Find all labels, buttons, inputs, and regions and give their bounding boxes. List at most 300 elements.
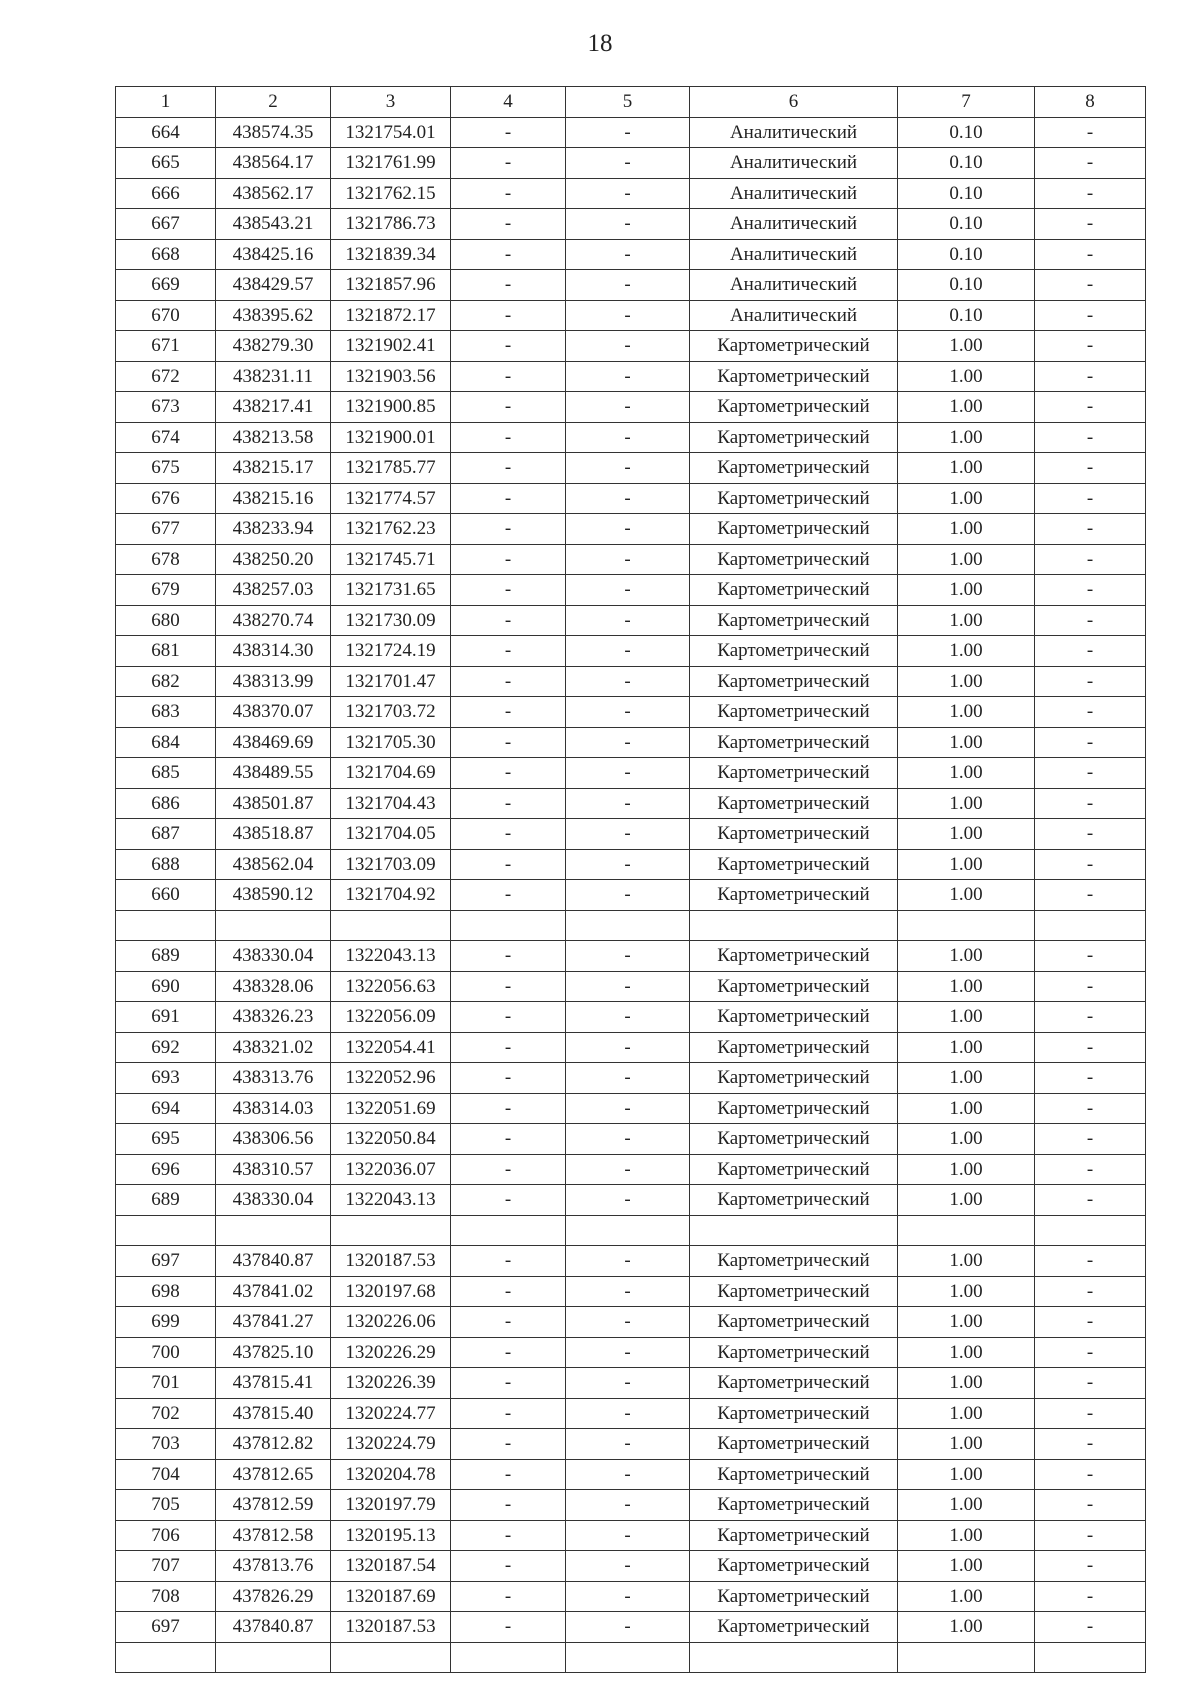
table-cell: -	[451, 1368, 566, 1399]
table-cell: -	[451, 1398, 566, 1429]
table-cell: Картометрический	[690, 1337, 898, 1368]
table-cell: -	[451, 1276, 566, 1307]
table-cell: -	[451, 849, 566, 880]
table-cell: Картометрический	[690, 1276, 898, 1307]
table-cell: -	[1035, 422, 1146, 453]
table-cell: -	[566, 1490, 690, 1521]
table-cell: -	[1035, 453, 1146, 484]
table-cell: 701	[116, 1368, 216, 1399]
table-row	[116, 1093, 1146, 1124]
table-cell: 1.00	[898, 1581, 1035, 1612]
table-cell: Картометрический	[690, 1612, 898, 1643]
table-row	[116, 544, 1146, 575]
table-cell: 438313.76	[216, 1063, 331, 1094]
table-cell: 438564.17	[216, 148, 331, 179]
table-cell: -	[451, 453, 566, 484]
table-cell: 1321903.56	[331, 361, 451, 392]
table-cell: -	[566, 331, 690, 362]
table-cell: -	[451, 1032, 566, 1063]
table-cell: -	[566, 1093, 690, 1124]
table-cell: 1320187.69	[331, 1581, 451, 1612]
table-cell: 438328.06	[216, 971, 331, 1002]
table-cell: -	[451, 941, 566, 972]
table-cell: 1321762.15	[331, 178, 451, 209]
table-cell: -	[566, 1368, 690, 1399]
table-cell: 437813.76	[216, 1551, 331, 1582]
table-cell: 682	[116, 666, 216, 697]
table-cell: -	[1035, 361, 1146, 392]
table-cell: Аналитический	[690, 148, 898, 179]
table-cell: 671	[116, 331, 216, 362]
table-cell: 1.00	[898, 1185, 1035, 1216]
table-cell: -	[566, 1276, 690, 1307]
table-cell: 437841.02	[216, 1276, 331, 1307]
table-cell: 438314.03	[216, 1093, 331, 1124]
table-cell: 1321704.92	[331, 880, 451, 911]
coordinates-table	[115, 86, 1146, 1673]
table-row	[116, 880, 1146, 911]
table-cell: -	[451, 1337, 566, 1368]
table-cell: Картометрический	[690, 514, 898, 545]
table-cell: 438395.62	[216, 300, 331, 331]
table-row	[116, 148, 1146, 179]
table-cell: 1321762.23	[331, 514, 451, 545]
table-cell: 665	[116, 148, 216, 179]
table-cell	[451, 1215, 566, 1246]
table-cell: -	[451, 880, 566, 911]
table-cell: -	[566, 117, 690, 148]
table-cell: 694	[116, 1093, 216, 1124]
table-cell: -	[1035, 239, 1146, 270]
table-cell: Картометрический	[690, 727, 898, 758]
table-row	[116, 483, 1146, 514]
table-row	[116, 758, 1146, 789]
table-cell: 1.00	[898, 1612, 1035, 1643]
table-row	[116, 1246, 1146, 1277]
table-cell: 438321.02	[216, 1032, 331, 1063]
table-cell: -	[451, 758, 566, 789]
table-cell: 0.10	[898, 300, 1035, 331]
table-cell: 1321704.43	[331, 788, 451, 819]
table-cell: 674	[116, 422, 216, 453]
table-cell: Картометрический	[690, 1185, 898, 1216]
table-cell: -	[451, 1551, 566, 1582]
table-cell: 1322054.41	[331, 1032, 451, 1063]
table-cell: -	[1035, 697, 1146, 728]
table-cell: -	[566, 788, 690, 819]
table-cell: -	[1035, 819, 1146, 850]
table-row	[116, 1368, 1146, 1399]
table-cell: Картометрический	[690, 1002, 898, 1033]
table-row	[116, 361, 1146, 392]
table-cell: 1321704.69	[331, 758, 451, 789]
table-cell: 438213.58	[216, 422, 331, 453]
table-cell: -	[1035, 1520, 1146, 1551]
table-row	[116, 514, 1146, 545]
table-cell	[898, 1215, 1035, 1246]
table-cell	[216, 910, 331, 941]
column-header: 4	[451, 87, 566, 118]
table-cell: 1.00	[898, 1246, 1035, 1277]
table-cell: 673	[116, 392, 216, 423]
table-row	[116, 1032, 1146, 1063]
table-cell: -	[451, 1429, 566, 1460]
table-cell: -	[1035, 300, 1146, 331]
table-cell: 438217.41	[216, 392, 331, 423]
table-cell: 1.00	[898, 1459, 1035, 1490]
table-cell: Картометрический	[690, 453, 898, 484]
table-cell: Картометрический	[690, 1520, 898, 1551]
table-cell: 0.10	[898, 209, 1035, 240]
table-cell: -	[1035, 1185, 1146, 1216]
table-cell: Аналитический	[690, 117, 898, 148]
table-cell: 1322043.13	[331, 941, 451, 972]
table-cell: 438279.30	[216, 331, 331, 362]
table-row	[116, 209, 1146, 240]
table-cell: -	[566, 575, 690, 606]
table-cell: 1.00	[898, 1032, 1035, 1063]
table-row	[116, 605, 1146, 636]
table-cell	[898, 910, 1035, 941]
table-cell	[451, 1642, 566, 1673]
table-cell: 1.00	[898, 544, 1035, 575]
table-cell: 438489.55	[216, 758, 331, 789]
table-cell	[216, 1215, 331, 1246]
table-cell: 438370.07	[216, 697, 331, 728]
table-cell: -	[451, 605, 566, 636]
table-cell: 697	[116, 1612, 216, 1643]
table-cell: 1320187.53	[331, 1612, 451, 1643]
table-cell: 681	[116, 636, 216, 667]
table-cell: 438233.94	[216, 514, 331, 545]
table-cell: 1321703.72	[331, 697, 451, 728]
table-row	[116, 239, 1146, 270]
table-cell: Картометрический	[690, 1368, 898, 1399]
table-row	[116, 1307, 1146, 1338]
table-row	[116, 331, 1146, 362]
table-cell: 1321902.41	[331, 331, 451, 362]
table-cell: 1.00	[898, 361, 1035, 392]
table-cell: 679	[116, 575, 216, 606]
table-cell: -	[566, 453, 690, 484]
table-cell: -	[451, 209, 566, 240]
table-cell: -	[1035, 971, 1146, 1002]
table-cell: 438562.17	[216, 178, 331, 209]
table-cell: Картометрический	[690, 361, 898, 392]
table-cell: -	[566, 1459, 690, 1490]
table-cell: 704	[116, 1459, 216, 1490]
table-cell: 438469.69	[216, 727, 331, 758]
table-row	[116, 1581, 1146, 1612]
table-cell: -	[566, 1520, 690, 1551]
table-cell: -	[1035, 849, 1146, 880]
table-row	[116, 117, 1146, 148]
table-cell: 1321774.57	[331, 483, 451, 514]
table-cell: 698	[116, 1276, 216, 1307]
table-cell: -	[1035, 270, 1146, 301]
table-cell: -	[451, 1002, 566, 1033]
table-cell	[451, 910, 566, 941]
table-cell: -	[566, 849, 690, 880]
table-cell: 1.00	[898, 941, 1035, 972]
table-cell: -	[1035, 666, 1146, 697]
table-cell: -	[1035, 1154, 1146, 1185]
table-row	[116, 910, 1146, 941]
table-cell	[566, 1642, 690, 1673]
table-row	[116, 1551, 1146, 1582]
table-cell: -	[451, 1490, 566, 1521]
table-cell: 700	[116, 1337, 216, 1368]
table-row	[116, 1002, 1146, 1033]
table-cell: 1.00	[898, 392, 1035, 423]
table-cell: 1321839.34	[331, 239, 451, 270]
header-row	[116, 87, 1146, 118]
table-cell: -	[566, 1307, 690, 1338]
table-cell: 683	[116, 697, 216, 728]
table-cell: -	[1035, 1032, 1146, 1063]
table-cell: -	[566, 727, 690, 758]
table-cell: 1321730.09	[331, 605, 451, 636]
table-cell: -	[1035, 544, 1146, 575]
table-cell: 438429.57	[216, 270, 331, 301]
table-cell: -	[1035, 1368, 1146, 1399]
table-cell: 1322036.07	[331, 1154, 451, 1185]
table-cell: -	[566, 544, 690, 575]
table-cell: 1322052.96	[331, 1063, 451, 1094]
table-cell: 1.00	[898, 1063, 1035, 1094]
table-row	[116, 1154, 1146, 1185]
table-cell: -	[451, 1093, 566, 1124]
table-cell: -	[566, 605, 690, 636]
table-cell: -	[1035, 1612, 1146, 1643]
table-cell: -	[1035, 1581, 1146, 1612]
table-cell: -	[566, 1185, 690, 1216]
table-cell: 438574.35	[216, 117, 331, 148]
table-cell: Аналитический	[690, 239, 898, 270]
table-cell: 680	[116, 605, 216, 636]
table-cell: 667	[116, 209, 216, 240]
table-row	[116, 1185, 1146, 1216]
table-cell: 1.00	[898, 971, 1035, 1002]
table-cell: -	[566, 1246, 690, 1277]
table-cell: -	[1035, 1124, 1146, 1155]
table-cell: 1.00	[898, 1429, 1035, 1460]
table-cell: 1322056.09	[331, 1002, 451, 1033]
table-cell: 1.00	[898, 1307, 1035, 1338]
table-cell: -	[566, 758, 690, 789]
table-cell: Картометрический	[690, 1063, 898, 1094]
table-cell: 703	[116, 1429, 216, 1460]
table-cell: 1.00	[898, 849, 1035, 880]
column-header: 6	[690, 87, 898, 118]
table-cell	[331, 910, 451, 941]
table-cell: 1.00	[898, 788, 1035, 819]
table-row	[116, 1490, 1146, 1521]
table-cell: -	[566, 270, 690, 301]
table-cell	[216, 1642, 331, 1673]
table-cell: 0.10	[898, 270, 1035, 301]
table-cell: 677	[116, 514, 216, 545]
table-cell: -	[566, 1429, 690, 1460]
table-cell: 1.00	[898, 636, 1035, 667]
table-cell: Картометрический	[690, 758, 898, 789]
column-header: 7	[898, 87, 1035, 118]
table-row	[116, 697, 1146, 728]
table-cell: Картометрический	[690, 422, 898, 453]
table-cell: 438501.87	[216, 788, 331, 819]
table-cell: 1.00	[898, 1124, 1035, 1155]
table-cell: 438590.12	[216, 880, 331, 911]
table-cell: -	[451, 483, 566, 514]
table-cell: -	[1035, 941, 1146, 972]
table-row	[116, 819, 1146, 850]
table-cell	[331, 1215, 451, 1246]
table-cell: 1320226.39	[331, 1368, 451, 1399]
table-cell: 438425.16	[216, 239, 331, 270]
table-cell: Картометрический	[690, 1581, 898, 1612]
table-cell: Картометрический	[690, 1551, 898, 1582]
table-cell: Картометрический	[690, 483, 898, 514]
table-cell: Картометрический	[690, 941, 898, 972]
column-header: 2	[216, 87, 331, 118]
table-cell: 1.00	[898, 880, 1035, 911]
table-cell: 686	[116, 788, 216, 819]
table-cell: 670	[116, 300, 216, 331]
table-cell: -	[566, 1551, 690, 1582]
column-header: 8	[1035, 87, 1146, 118]
table-cell: -	[451, 422, 566, 453]
table-cell: 708	[116, 1581, 216, 1612]
table-cell: 438215.17	[216, 453, 331, 484]
table-cell: 1.00	[898, 1551, 1035, 1582]
table-cell: 1321900.85	[331, 392, 451, 423]
table-cell: 438250.20	[216, 544, 331, 575]
table-cell: 1.00	[898, 666, 1035, 697]
table-row	[116, 1459, 1146, 1490]
table-cell: 1321724.19	[331, 636, 451, 667]
table-cell: 438562.04	[216, 849, 331, 880]
table-cell: -	[451, 1124, 566, 1155]
table-cell: 438313.99	[216, 666, 331, 697]
table-cell: -	[451, 1246, 566, 1277]
table-cell: -	[566, 483, 690, 514]
table-cell: -	[566, 178, 690, 209]
table-cell: Картометрический	[690, 971, 898, 1002]
table-row	[116, 849, 1146, 880]
table-cell: 1321705.30	[331, 727, 451, 758]
table-cell: -	[1035, 605, 1146, 636]
table-cell: -	[1035, 758, 1146, 789]
table-cell: 438215.16	[216, 483, 331, 514]
table-cell	[690, 910, 898, 941]
table-cell: Картометрический	[690, 1093, 898, 1124]
table-cell: 693	[116, 1063, 216, 1094]
table-cell: 1320226.06	[331, 1307, 451, 1338]
table-cell: Картометрический	[690, 1124, 898, 1155]
table-row	[116, 636, 1146, 667]
table-cell: -	[566, 1337, 690, 1368]
table-cell: 688	[116, 849, 216, 880]
table-cell: -	[451, 1154, 566, 1185]
table-cell	[1035, 1642, 1146, 1673]
table-cell: -	[451, 544, 566, 575]
table-row	[116, 392, 1146, 423]
table-cell: -	[566, 971, 690, 1002]
table-cell: -	[566, 1124, 690, 1155]
column-header: 1	[116, 87, 216, 118]
table-cell: 0.10	[898, 148, 1035, 179]
table-row	[116, 178, 1146, 209]
table-cell: Аналитический	[690, 178, 898, 209]
table-cell: -	[566, 1002, 690, 1033]
table-cell: -	[451, 270, 566, 301]
table-cell: -	[1035, 1063, 1146, 1094]
table-cell: -	[566, 1581, 690, 1612]
table-cell: -	[451, 575, 566, 606]
table-row	[116, 1337, 1146, 1368]
table-cell: -	[1035, 483, 1146, 514]
table-cell: -	[451, 1520, 566, 1551]
table-cell: 1.00	[898, 575, 1035, 606]
table-cell: 1321761.99	[331, 148, 451, 179]
table-cell: Картометрический	[690, 331, 898, 362]
table-cell: -	[451, 392, 566, 423]
table-cell: 1320204.78	[331, 1459, 451, 1490]
table-cell: 438543.21	[216, 209, 331, 240]
table-header	[116, 87, 1146, 118]
table-cell: 0.10	[898, 239, 1035, 270]
table-cell: -	[1035, 1429, 1146, 1460]
table-row	[116, 1215, 1146, 1246]
table-cell: Картометрический	[690, 1459, 898, 1490]
table-cell: Аналитический	[690, 209, 898, 240]
table-cell: Картометрический	[690, 544, 898, 575]
table-cell: 1321786.73	[331, 209, 451, 240]
table-row	[116, 300, 1146, 331]
table-cell: -	[566, 514, 690, 545]
table-cell: Картометрический	[690, 1429, 898, 1460]
table-cell	[1035, 910, 1146, 941]
table-cell: -	[566, 1154, 690, 1185]
table-row	[116, 941, 1146, 972]
table-row	[116, 1276, 1146, 1307]
table-cell: 437840.87	[216, 1246, 331, 1277]
table-cell: -	[566, 300, 690, 331]
table-cell: 1321872.17	[331, 300, 451, 331]
table-row	[116, 1520, 1146, 1551]
table-cell: -	[1035, 392, 1146, 423]
table-row	[116, 575, 1146, 606]
table-cell: 689	[116, 941, 216, 972]
table-cell: -	[566, 361, 690, 392]
table-cell: 668	[116, 239, 216, 270]
table-cell: 1320187.53	[331, 1246, 451, 1277]
table-cell: -	[451, 148, 566, 179]
table-cell: -	[566, 239, 690, 270]
table-cell: -	[451, 1612, 566, 1643]
table-cell: 437815.41	[216, 1368, 331, 1399]
table-cell	[690, 1215, 898, 1246]
table-cell: -	[566, 1612, 690, 1643]
table-cell: -	[1035, 514, 1146, 545]
table-cell: 1.00	[898, 1154, 1035, 1185]
table-cell: -	[566, 880, 690, 911]
table-cell: -	[451, 666, 566, 697]
table-cell	[690, 1642, 898, 1673]
table-cell: Картометрический	[690, 636, 898, 667]
table-cell: 678	[116, 544, 216, 575]
table-cell: 1.00	[898, 727, 1035, 758]
